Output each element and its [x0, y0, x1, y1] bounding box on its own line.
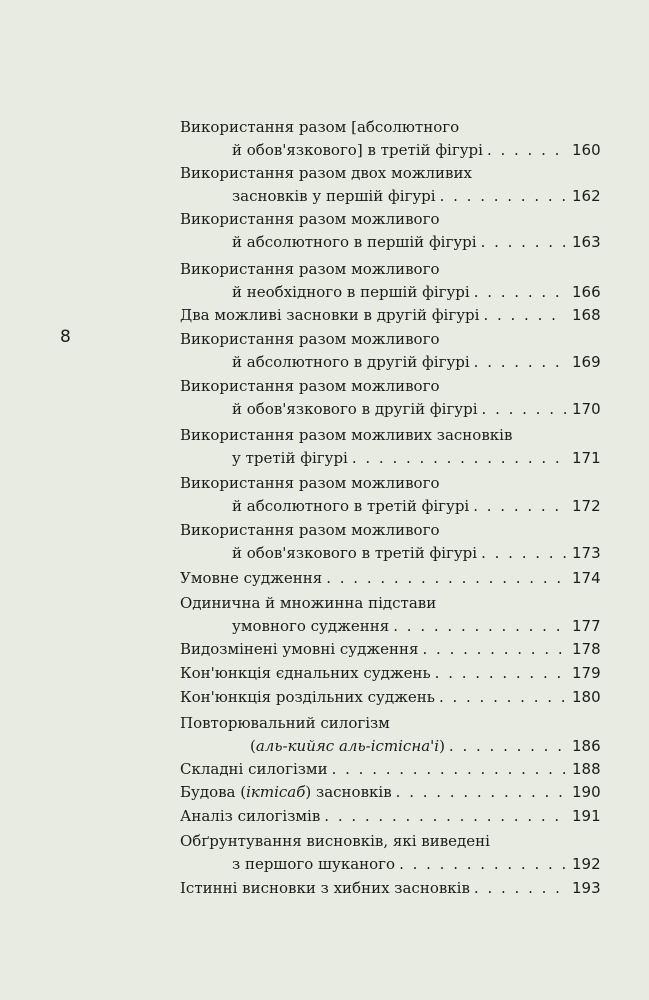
entry-page: 177	[572, 617, 601, 635]
entry-page: 192	[572, 855, 601, 873]
entry-page: 170	[572, 400, 601, 418]
toc-entry	[180, 424, 600, 470]
leader-dots	[481, 542, 566, 565]
entry-text: (аль-кийяс аль-істісна'і)	[250, 737, 445, 755]
entry-text: Кон'юнкція єднальних суджень	[180, 664, 431, 682]
entry-text: Умовне судження	[180, 569, 323, 587]
entry-text: Будова (іктісаб) засновків	[180, 783, 392, 801]
entry-page: 179	[572, 664, 601, 682]
toc-entry	[180, 328, 600, 374]
entry-text: Використання разом можливого	[180, 260, 440, 278]
entry-text: й необхідного в першій фігурі	[232, 283, 470, 301]
entry-text: й абсолютного в другій фігурі	[232, 353, 470, 371]
entry-page: 180	[572, 688, 601, 706]
toc-entry	[180, 638, 600, 661]
entry-page: 162	[572, 187, 601, 205]
entry-text: Використання разом [абсолютного	[180, 118, 460, 136]
entry-page: 173	[572, 544, 601, 562]
toc-entry	[180, 375, 600, 421]
leader-dots	[449, 735, 566, 758]
leader-dots	[324, 805, 566, 828]
leader-dots	[439, 686, 566, 709]
leader-dots	[474, 877, 566, 900]
entry-text: у третій фігурі	[232, 449, 348, 467]
entry-text: й обов'язкового] в третій фігурі	[232, 141, 483, 159]
entry-text: Використання разом двох можливих	[180, 164, 472, 182]
leader-dots	[487, 139, 566, 162]
entry-text: й абсолютного в першій фігурі	[232, 233, 477, 251]
entry-page: 171	[572, 449, 601, 467]
entry-page: 178	[572, 640, 601, 658]
entry-text: й абсолютного в третій фігурі	[232, 497, 470, 515]
toc-entry	[180, 162, 600, 208]
leader-dots	[352, 447, 566, 470]
toc-entry	[180, 116, 600, 162]
entry-page: 190	[572, 783, 601, 801]
leader-dots	[483, 304, 566, 327]
toc-entry	[180, 592, 600, 638]
leader-dots	[399, 853, 566, 876]
entry-text: Використання разом можливого	[180, 330, 440, 348]
entry-page: 188	[572, 760, 601, 778]
entry-text: Використання разом можливого	[180, 521, 440, 539]
entry-text: Видозмінені умовні судження	[180, 640, 419, 658]
leader-dots	[393, 615, 566, 638]
leader-dots	[423, 638, 567, 661]
leader-dots	[326, 567, 566, 590]
toc-entry	[180, 758, 600, 781]
leader-dots	[473, 495, 566, 518]
entry-text: Істинні висновки з хибних засновків	[180, 879, 470, 897]
toc-entry	[180, 208, 600, 254]
entry-page: 169	[572, 353, 601, 371]
entry-text: Аналіз силогізмів	[180, 807, 321, 825]
leader-dots	[440, 185, 566, 208]
entry-page: 172	[572, 497, 601, 515]
toc-entry	[180, 830, 600, 876]
entry-text: Використання разом можливого	[180, 474, 440, 492]
toc-entry	[180, 686, 600, 709]
entry-text: умовного судження	[232, 617, 390, 635]
page-number: 8	[60, 327, 71, 347]
toc-entry	[180, 877, 600, 900]
leader-dots	[474, 351, 566, 374]
toc-entry	[180, 567, 600, 590]
entry-page: 193	[572, 879, 601, 897]
toc-entry	[180, 805, 600, 828]
entry-text: Обґрунтування висновків, які виведені	[180, 832, 490, 850]
entry-text: з першого шуканого	[232, 855, 396, 873]
entry-text: Два можливі засновки в другій фігурі	[180, 306, 480, 324]
leader-dots	[435, 662, 566, 685]
entry-page: 191	[572, 807, 601, 825]
entry-text: й обов'язкового в другій фігурі	[232, 400, 478, 418]
toc-entry	[180, 712, 600, 758]
leader-dots	[481, 231, 566, 254]
entry-text: Використання разом можливого	[180, 377, 440, 395]
entry-text: Повторювальний силогізм	[180, 714, 390, 732]
toc-entry	[180, 304, 600, 327]
entry-page: 168	[572, 306, 601, 324]
leader-dots	[482, 398, 566, 421]
toc-entry	[180, 781, 600, 804]
entry-page: 174	[572, 569, 601, 587]
leader-dots	[332, 758, 566, 781]
entry-page: 160	[572, 141, 601, 159]
entry-page: 186	[572, 737, 601, 755]
toc-entry	[180, 258, 600, 304]
leader-dots	[474, 281, 566, 304]
toc-entry	[180, 472, 600, 518]
toc-entry	[180, 519, 600, 565]
entry-text: засновків у першій фігурі	[232, 187, 436, 205]
toc-entry	[180, 662, 600, 685]
entry-text: Кон'юнкція роздільних суджень	[180, 688, 435, 706]
entry-text: Використання разом можливих засновків	[180, 426, 513, 444]
entry-page: 166	[572, 283, 601, 301]
entry-text: Складні силогізми	[180, 760, 328, 778]
entry-page: 163	[572, 233, 601, 251]
leader-dots	[396, 781, 566, 804]
entry-text: й обов'язкового в третій фігурі	[232, 544, 478, 562]
entry-text: Одинична й множинна підстави	[180, 594, 437, 612]
entry-text: Використання разом можливого	[180, 210, 440, 228]
